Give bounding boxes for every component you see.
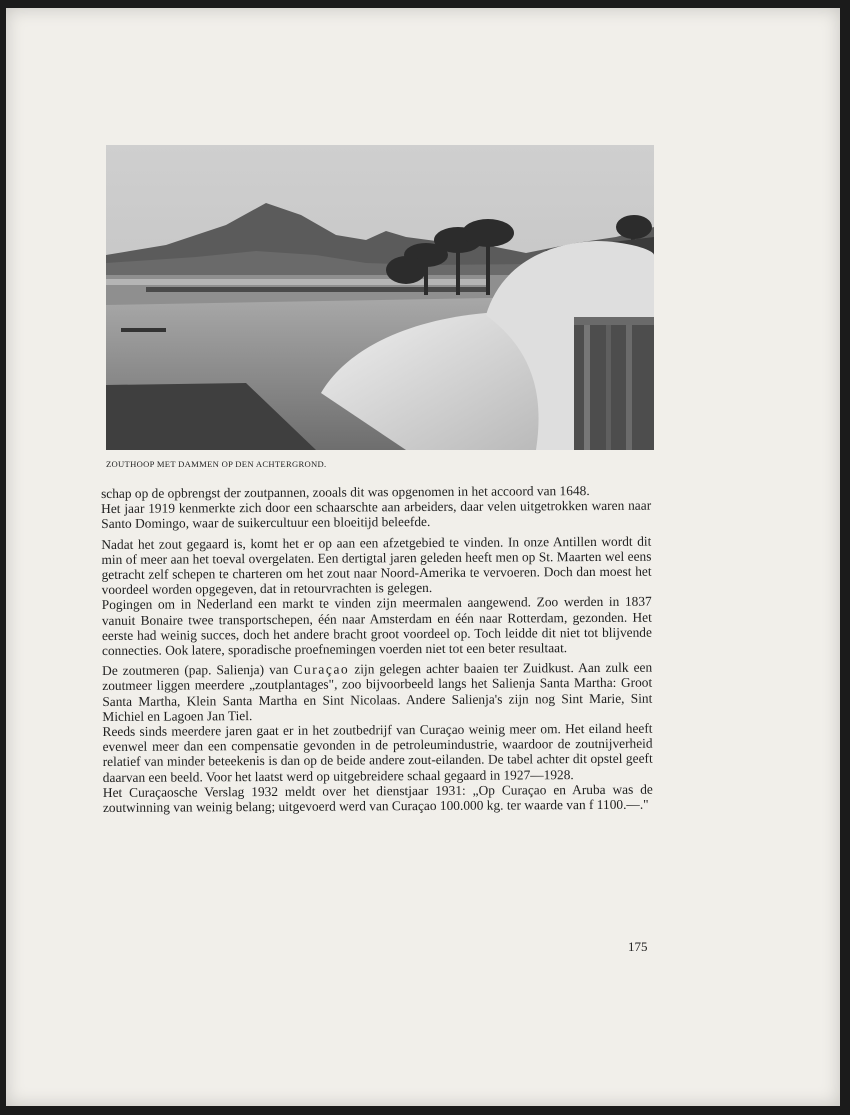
paragraph: Pogingen om in Nederland een markt te vinden zijn meermalen aangewend. Zoo werden in 1837 vanuit Bonaire twee transportschepen, één naar Amsterdam en één naar Rotterdam, gezonden. Het eerste had weinig succes, doch het andere bracht groot voordeel op. Toch leidde dit niet tot blijvende connecties. Ook latere, sporadische proefnemingen voerden niet tot een beter resultaat. [101,594,652,659]
spaced-word: Curaçao [293,661,350,678]
paragraph: Nadat het zout gegaard is, komt het er op aan een afzetgebied te vinden. In onze Antillen wordt dit min of meer aan het toeval overgelaten. Een dertigtal jaren geleden heeft men op St. Maarten wel eens getracht zelf schepen te charteren om het zout naar Noord-Amerika te vervoeren. Doch dan moest het voordeel worden opgegeven, dat in retourvrachten is gelegen. [101,533,652,598]
page-number: 175 [628,939,648,954]
paragraph: Het jaar 1919 kenmerkte zich door een schaarschte aan arbeiders, daar velen uitgetrokken waren naar Santo Domingo, waar de suikercultuur een bloeitijd beleefde. [101,497,652,532]
paragraph-text: zijn gelegen achter baaien ter Zuidkust. Aan zulk een zoutmeer liggen meerdere „zoutplantages", zoo bijvoorbeeld langs het Salienja Santa Martha: Groot Santa Martha, Klein Santa Martha en Sint Nicolaas. Andere Salienja's zijn nog Sint Marie, Sint Michiel en Lagoen Jan Tiel. [102,659,653,724]
paragraph-text: De zoutmeren (pap. Salienja) van [102,662,294,679]
paragraph: Het Curaçaosche Verslag 1932 meldt over het dienstjaar 1931: „Op Curaçao en Aruba was de zoutwinning van weinig belang; uitgevoerd werd van Curaçao 100.000 kg. ter waarde van f 1100.—." [102,781,653,816]
salt-heap-photo-drawing [106,145,654,450]
book-page [6,8,840,1106]
paragraph: Reeds sinds meerdere jaren gaat er in het zoutbedrijf van Curaçao weinig meer om. Het eiland heeft evenwel meer dan een compensatie gevonden in de petroleumindustrie, waardoor de zoutnijverheid relatief van minder beteekenis is dan op de beide andere zout-eilanden. De tabel achter dit opstel geeft daarvan een beeld. Voor het laatst werd op uitgebreidere schaal gegaard in 1927—1928. [102,720,653,785]
salt-heap-photo [106,145,654,450]
body-text [101,483,653,816]
photo-caption: ZOUTHOOP MET DAMMEN OP DEN ACHTERGROND. [106,459,327,469]
paragraph [102,660,652,724]
paragraph: schap op de opbrengst der zoutpannen, zooals dit was opgenomen in het accoord van 1648. [101,483,590,501]
